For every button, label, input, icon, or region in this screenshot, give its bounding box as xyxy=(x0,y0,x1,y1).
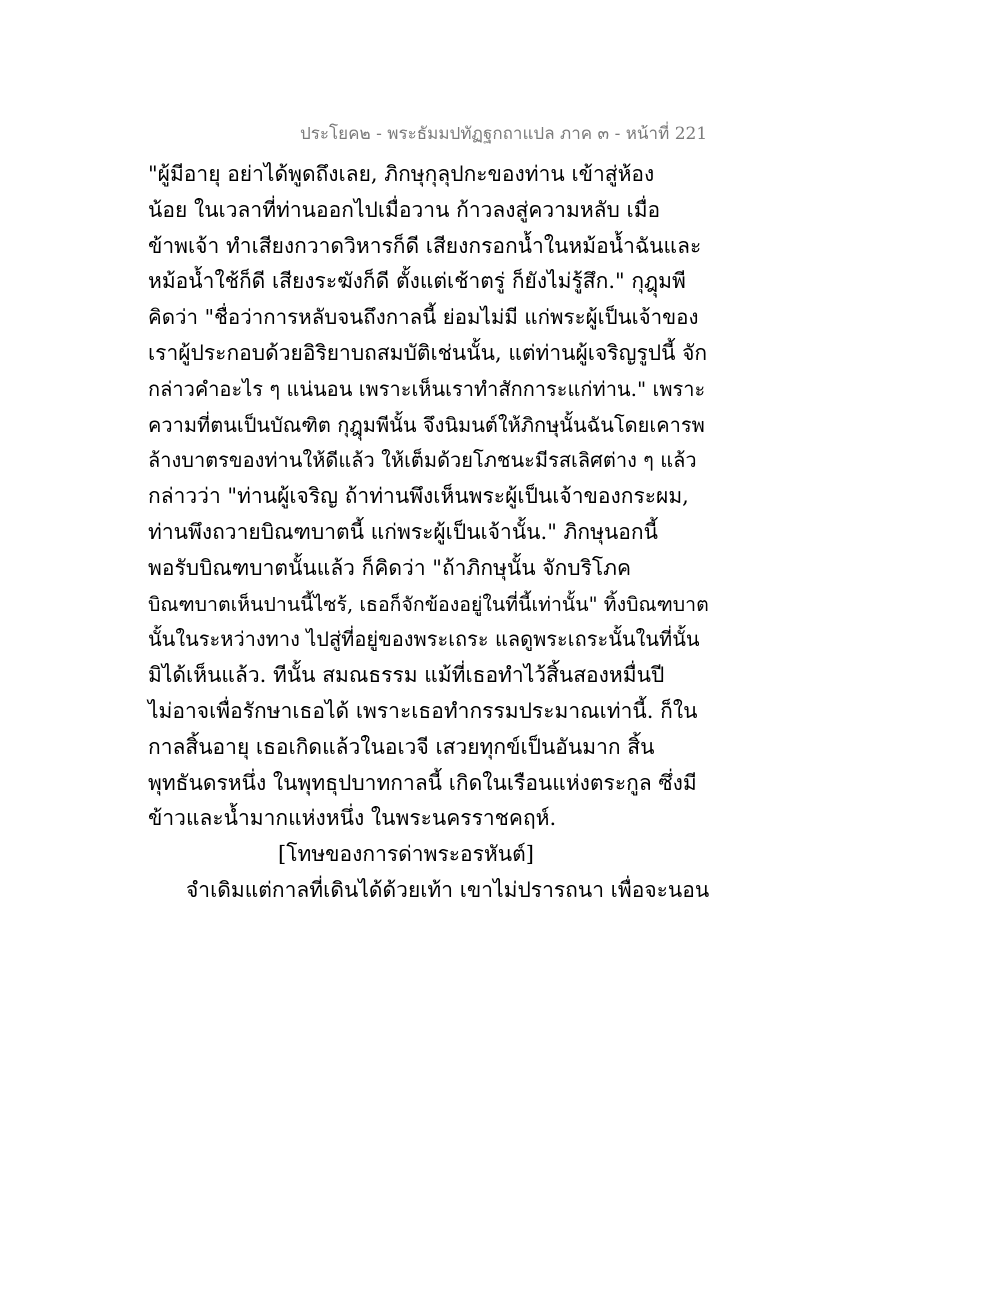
text-line: จำเดิมแต่กาลที่เดินได้ด้วยเท้า เขาไม่ปรารถนา เพื่อจะนอน xyxy=(186,877,710,902)
text-line: มิได้เห็นแล้ว. ทีนั้น สมณธรรม แม้ที่เธอทำไว้สิ้นสองหมื่นปี xyxy=(148,663,665,688)
running-header: ประโยค๒ - พระธัมมปทัฏฐกถาแปล ภาค ๓ - หน้าที่ 221 xyxy=(300,124,708,144)
body-text xyxy=(148,157,708,909)
text-line: หม้อน้ำใช้ก็ดี เสียงระฆังก็ดี ตั้งแต่เช้าตรู่ ก็ยังไม่รู้สึก." กุฎุมพี xyxy=(148,269,686,294)
text-line: กล่าวว่า "ท่านผู้เจริญ ถ้าท่านพึงเห็นพระผู้เป็นเจ้าของกระผม, xyxy=(148,484,689,509)
text-line: ข้าพเจ้า ทำเสียงกวาดวิหารก็ดี เสียงกรอกน้ำในหม้อน้ำฉันและ xyxy=(148,233,702,258)
text-line: ไม่อาจเพื่อรักษาเธอได้ เพราะเธอทำกรรมประมาณเท่านี้. ก็ใน xyxy=(148,698,698,723)
text-line: นั้นในระหว่างทาง ไปสู่ที่อยู่ของพระเถระ แลดูพระเถระนั้นในที่นั้น xyxy=(148,627,700,652)
text-line: พอรับบิณฑบาตนั้นแล้ว ก็คิดว่า "ถ้าภิกษุนั้น จักบริโภค xyxy=(148,555,632,580)
text-line: บิณฑบาตเห็นปานนี้ไซร้, เธอก็จักข้องอยู่ในที่นี้เท่านั้น" ทิ้งบิณฑบาต xyxy=(148,592,709,616)
text-line: กาลสิ้นอายุ เธอเกิดแล้วในอเวจี เสวยทุกข์เป็นอันมาก สิ้น xyxy=(148,734,655,759)
text-line: ความที่ตนเป็นบัณฑิต กุฎุมพีนั้น จึงนิมนต์ให้ภิกษุนั้นฉันโดยเคารพ xyxy=(148,412,705,437)
text-line: ท่านพึงถวายบิณฑบาตนี้ แก่พระผู้เป็นเจ้านั้น." ภิกษุนอกนี้ xyxy=(148,519,658,544)
text-line: ล้างบาตรของท่านให้ดีแล้ว ให้เต็มด้วยโภชนะมีรสเลิศต่าง ๆ แล้ว xyxy=(148,448,697,473)
text-line: คิดว่า "ชื่อว่าการหลับจนถึงกาลนี้ ย่อมไม่มี แก่พระผู้เป็นเจ้าของ xyxy=(148,305,699,330)
text-line: เราผู้ประกอบด้วยอิริยาบถสมบัติเช่นนั้น, แต่ท่านผู้เจริญรูปนี้ จัก xyxy=(148,340,708,365)
text-line: ข้าวและน้ำมากแห่งหนึ่ง ในพระนครราชคฤห์. xyxy=(148,806,557,831)
text-line: พุทธันดรหนึ่ง ในพุทธุปบาทกาลนี้ เกิดในเรือนแห่งตระกูล ซึ่งมี xyxy=(148,770,697,795)
text-line: กล่าวคำอะไร ๆ แน่นอน เพราะเห็นเราทำสักการะแก่ท่าน." เพราะ xyxy=(148,376,706,401)
text-line: "ผู้มีอายุ อย่าได้พูดถึงเลย, ภิกษุกุลุปกะของท่าน เข้าสู่ห้อง xyxy=(148,162,655,186)
section-heading: [โทษของการด่าพระอรหันต์] xyxy=(278,842,534,867)
text-line: น้อย ในเวลาที่ท่านออกไปเมื่อวาน ก้าวลงสู่ความหลับ เมื่อ xyxy=(148,197,661,222)
